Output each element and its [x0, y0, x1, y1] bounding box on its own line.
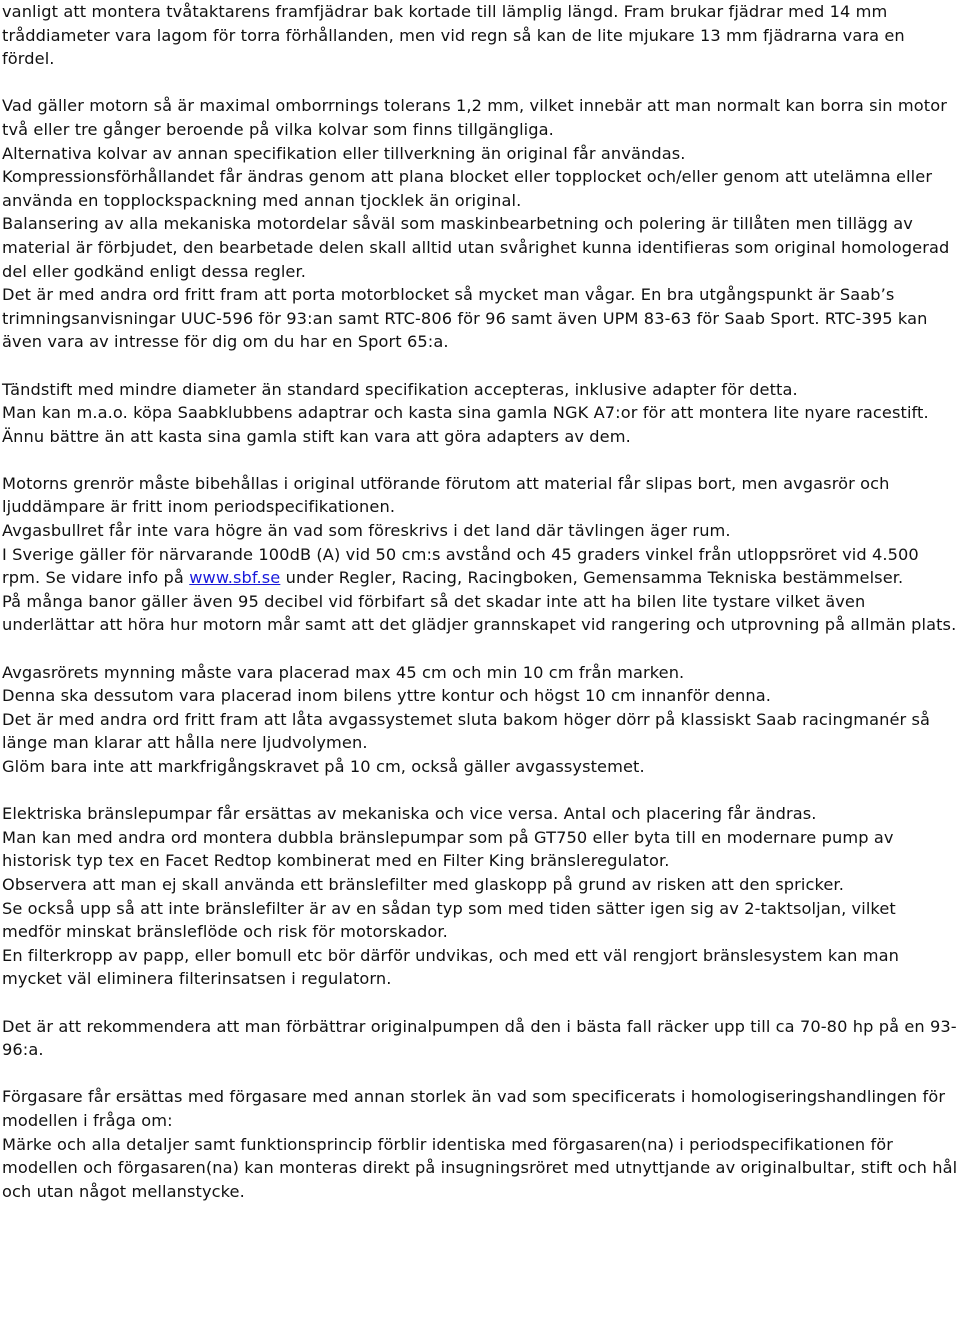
paragraph-manifold: Motorns grenrör måste bibehållas i original utförande förutom att material får slipas bort, men avgasrör och ljuddämpare är fritt inom periodspecifikationen. — [2, 473, 890, 517]
paragraph-porting: Det är med andra ord fritt fram att porta motorblocket så mycket man vågar. En bra utgångspunkt är Saab’s trimningsanvisningar UUC-596 för 93:an samt RTC-806 för 96 samt även UPM 83-63 för Saab Sport. RTC-395 kan även vara av intresse för dig om du har en Sport 65:a. — [2, 285, 928, 352]
paragraph-compression: Kompressionsförhållandet får ändras genom att plana blocket eller topplocket och/eller genom att utelämna eller använda en topplockspackning med annan tjocklek än original. — [2, 167, 933, 210]
paragraph-ground-clearance: Glöm bara inte att markfrigångskravet på 10 cm, också gäller avgassystemet. — [2, 757, 645, 776]
paragraph-alternative-pistons: Alternativa kolvar av annan specifikation eller tillverkning än original får användas. — [2, 143, 686, 163]
paragraph-carburettor: Förgasare får ersättas med förgasare med annan storlek än vad som specificerats i homologiseringshandlingen för modellen i fråga om: — [2, 1087, 946, 1130]
paragraph-adapters: Man kan m.a.o. köpa Saabklubbens adaptrar och kasta sina gamla NGK A7:or för att montera lite nyare racestift. Ännu bättre än att kasta sina gamla stift kan vara att göra adapters av dem. — [2, 403, 929, 446]
paragraph-gap — [2, 991, 958, 1015]
paragraph-exhaust-contour: Denna ska dessutom vara placerad inom bilens yttre kontur och högst 10 cm innanför denna. — [2, 686, 772, 706]
paragraph-carburettor-details: Märke och alla detaljer samt funktionsprincip förblir identiska med förgasaren(na) i periodspecifikationen för modellen och förgasaren(na) kan monteras direkt på insugningsröret med utnyttjande av originalbultar, stift och hål och utan något mellanstycke. — [2, 1134, 958, 1201]
paragraph-filter-body: En filterkropp av papp, eller bomull etc bör därför undvikas, och med ett väl rengjort bränslesystem kan man mycket väl eliminera filterinsatsen i regulatorn. — [2, 945, 899, 989]
paragraph-gap — [2, 1062, 958, 1086]
paragraph-sweden-noise-limit — [2, 543, 958, 590]
paragraph-rear-springs: vanligt att montera tvåtaktarens framfjädrar bak kortade till lämplig längd. Fram brukar fjädrar med 14 mm tråddiameter vara lagom för torra förhållanden, men vid regn så kan de lite mjukare 13 mm fjädrarna vara en fördel. — [2, 2, 905, 69]
document-body — [2, 0, 958, 1203]
paragraph-gap — [2, 71, 958, 95]
paragraph-exhaust-noise: Avgasbullret får inte vara högre än vad som föreskrivs i det land där tävlingen äger rum. — [2, 521, 731, 541]
paragraph-fuel-pumps: Elektriska bränslepumpar får ersättas av mekaniska och vice versa. Antal och placering får ändras. — [2, 804, 817, 824]
paragraph-exhaust-height: Avgasrörets mynning måste vara placerad max 45 cm och min 10 cm från marken. — [2, 662, 685, 682]
paragraph-fuel-filter-clogging: Se också upp så att inte bränslefilter är av en sådan typ som med tiden sätter igen sig av 2-taktsoljan, vilket medför minskat bränsleflöde och risk för motorskador. — [2, 898, 896, 942]
paragraph-gap — [2, 779, 958, 803]
paragraph-gap — [2, 354, 958, 378]
paragraph-dual-pumps: Man kan med andra ord montera dubbla bränslepumpar som på GT750 eller byta till en modernare pump av historisk typ tex en Facet Redtop kombinerat med en Filter King bränsleregulator. — [2, 827, 894, 871]
paragraph-spark-plugs: Tändstift med mindre diameter än standard specifikation accepteras, inklusive adapter för detta. — [2, 379, 798, 399]
paragraph-text-before-link: I Sverige gäller för närvarande 100dB (A) vid 50 cm:s avstånd och 45 graders vinkel från utloppsröret vid 4.500 rpm. Se vidare info på — [2, 544, 919, 588]
paragraph-balancing: Balansering av alla mekaniska motordelar såväl som maskinbearbetning och polering är tillåten men tillägg av material är förbjudet, den bearbetade delen skall alltid utan svårighet kunna identifieras som original homologerad del eller godkänd enligt dessa regler. — [2, 214, 950, 281]
paragraph-track-noise: På många banor gäller även 95 decibel vid förbifart så det skadar inte att ha bilen lite tystare vilket även underlättar att höra hur motorn mår samt att det glädjer grannskapet vid rangering och utprovning på allmän plats. — [2, 591, 957, 635]
paragraph-exhaust-exit: Det är med andra ord fritt fram att låta avgassystemet sluta bakom höger dörr på klassiskt Saab racingmanér så länge man klarar att hålla nere ljudvolymen. — [2, 709, 931, 753]
paragraph-gap — [2, 637, 958, 661]
paragraph-bore-tolerance: Vad gäller motorn så är maximal omborrnings tolerans 1,2 mm, vilket innebär att man normalt kan borra sin motor två eller tre gånger beroende på vilka kolvar som finns tillgängliga. — [2, 96, 947, 139]
paragraph-fuel-filter-glass: Observera att man ej skall använda ett bränslefilter med glaskopp på grund av risken att den spricker. — [2, 874, 844, 894]
sbf-link[interactable]: www.sbf.se — [189, 568, 281, 588]
paragraph-gap — [2, 448, 958, 472]
paragraph-text-after-link: under Regler, Racing, Racingboken, Gemensamma Tekniska bestämmelser. — [280, 568, 904, 588]
paragraph-original-pump: Det är att rekommendera att man förbättrar originalpumpen då den i bästa fall räcker upp till ca 70-80 hp på en 93-96:a. — [2, 1016, 957, 1060]
